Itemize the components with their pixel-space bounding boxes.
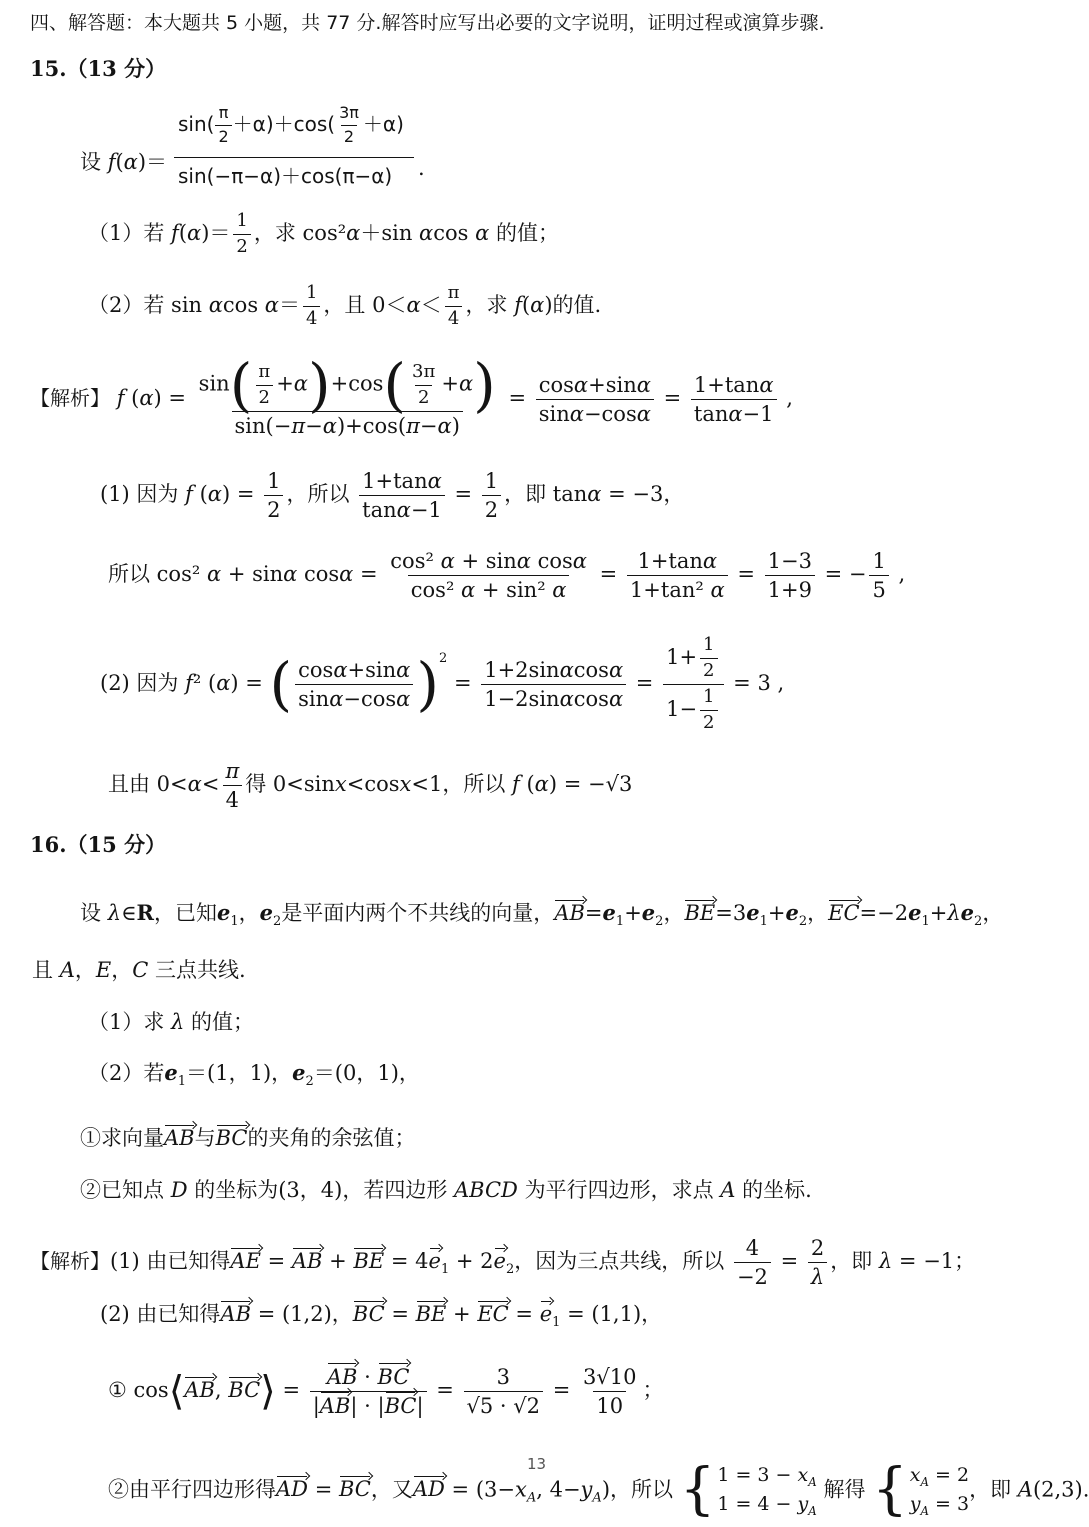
q16-solution-line3: ① cos⟨AB, BC⟩ = $\frac{AB \cdot BC}{|AB| \cdot |BC|}$ = $\frac{3}{√5 \cdot √2}$ = $\frac{3√10}{10}$ ； xyxy=(108,1365,664,1419)
q16-stem-line2: 且 A，E，C 三点共线. xyxy=(32,958,246,982)
q16-solution-line1: 【解析】(1) 由已知得AE = AB + BE = $4e_1 + 2e_2$，因为三点共线，所以 $\frac{4}{-2}$ = $\frac{2}{\lambda}$ ，即 λ = −1； xyxy=(30,1236,976,1290)
q16-part2: （2）若$e_1=(1$，1)，$e_2=(0$，1)， xyxy=(88,1060,420,1090)
q16-stem-line1: 设 λ∈R，已知$e_1$，$e_2$是平面内两个不共线的向量，$AB=e_1+e_2$，$BE=3e_1+e_2$，$EC=-2e_1+\lambda e_2$， xyxy=(80,900,1004,930)
q15-solution-line5: 且由 0<α< $\frac{\pi}{4}$ 得 0<sinx<cosx<1，所以 f (α) = −√3 xyxy=(108,759,633,813)
section-heading: 四、解答题：本大题共 5 小题，共 77 分.解答时应写出必要的文字说明，证明过程或演算步骤. xyxy=(30,12,825,34)
q16-part1: （1）求 λ 的值； xyxy=(88,1010,255,1034)
q16-label: 16.（15 分） xyxy=(30,832,167,857)
q16-solution-line2: (2) 由已知得AB = (1,2)，BC = BE + EC = $e_1 = (1,1)$， xyxy=(100,1302,663,1331)
q15-part2: （2）若 sin αcos α＝ $\frac{1}{4}$ ，且 0＜α＜ $\frac{\pi}{4}$ ，求 f(α)的值. xyxy=(88,282,602,329)
q16-solution-line4: ②由平行四边形得AD = BC，又AD = ($3-x_A$, $4-y_A$)，所以 { $1 = 3 - x_A$ $1 = 4 - y_A$ 解得 { $x_A = 2$ $y_A = 3$ ，即 A(2,3). xyxy=(108,1457,1089,1523)
q15-part1: （1）若 f(α)＝ $\frac{1}{2}$ ，求 cos²α＋sin αcos α 的值； xyxy=(88,210,559,257)
q16-sub1: ①求向量AB与BC的夹角的余弦值； xyxy=(80,1126,416,1150)
q15-solution-line3: 所以 cos² α + sinα cosα = $\frac{\text{cos² α + sinα cosα}}{\text{cos² α + sin² α}}$ = $\frac{1+\tan\alpha}{\text{1+tan² α}}$ = $\frac{1-3}{1+9}$ = − $\frac{1}{5}$ , xyxy=(108,549,906,603)
q15-solution-line4: (2) 因为 f² (α) = ( $\frac{\cos\alpha+\sin\alpha}{\sin\alpha-\cos\alpha}$ )$^2$ = $\frac{1+2\sin\alpha\cos\alpha}{1-2\sin\alpha\cos\alpha}$ = 1+ $\frac{1}{2}$ 1− $\frac{1}{2}$ = 3 , xyxy=(100,634,785,733)
q15-solution-line2: (1) 因为 f (α) = $\frac{1}{2}$ ，所以 $\frac{1+\tan\alpha}{\tan\alpha-1}$ = $\frac{1}{2}$ ，即 tanα = −3， xyxy=(100,469,685,523)
q16-sub2: ②已知点 D 的坐标为(3，4)，若四边形 ABCD 为平行四边形，求点 A 的坐标. xyxy=(80,1178,812,1202)
page-number: 13 xyxy=(527,1455,547,1473)
q15-solution-line1: 【解析】 f (α) = sin( $\frac{\pi}{2}$ +α)+cos( $\frac{3\pi}{2}$ +α) sin(−π−α)+cos(π−α) = $\frac{\cos\alpha+\sin\alpha}{\sin\alpha-\cos\alpha}$ = $\frac{1+\tan\alpha}{\tan\alpha-1}$ , xyxy=(30,351,793,439)
q15-label: 15.（13 分） xyxy=(30,56,167,81)
